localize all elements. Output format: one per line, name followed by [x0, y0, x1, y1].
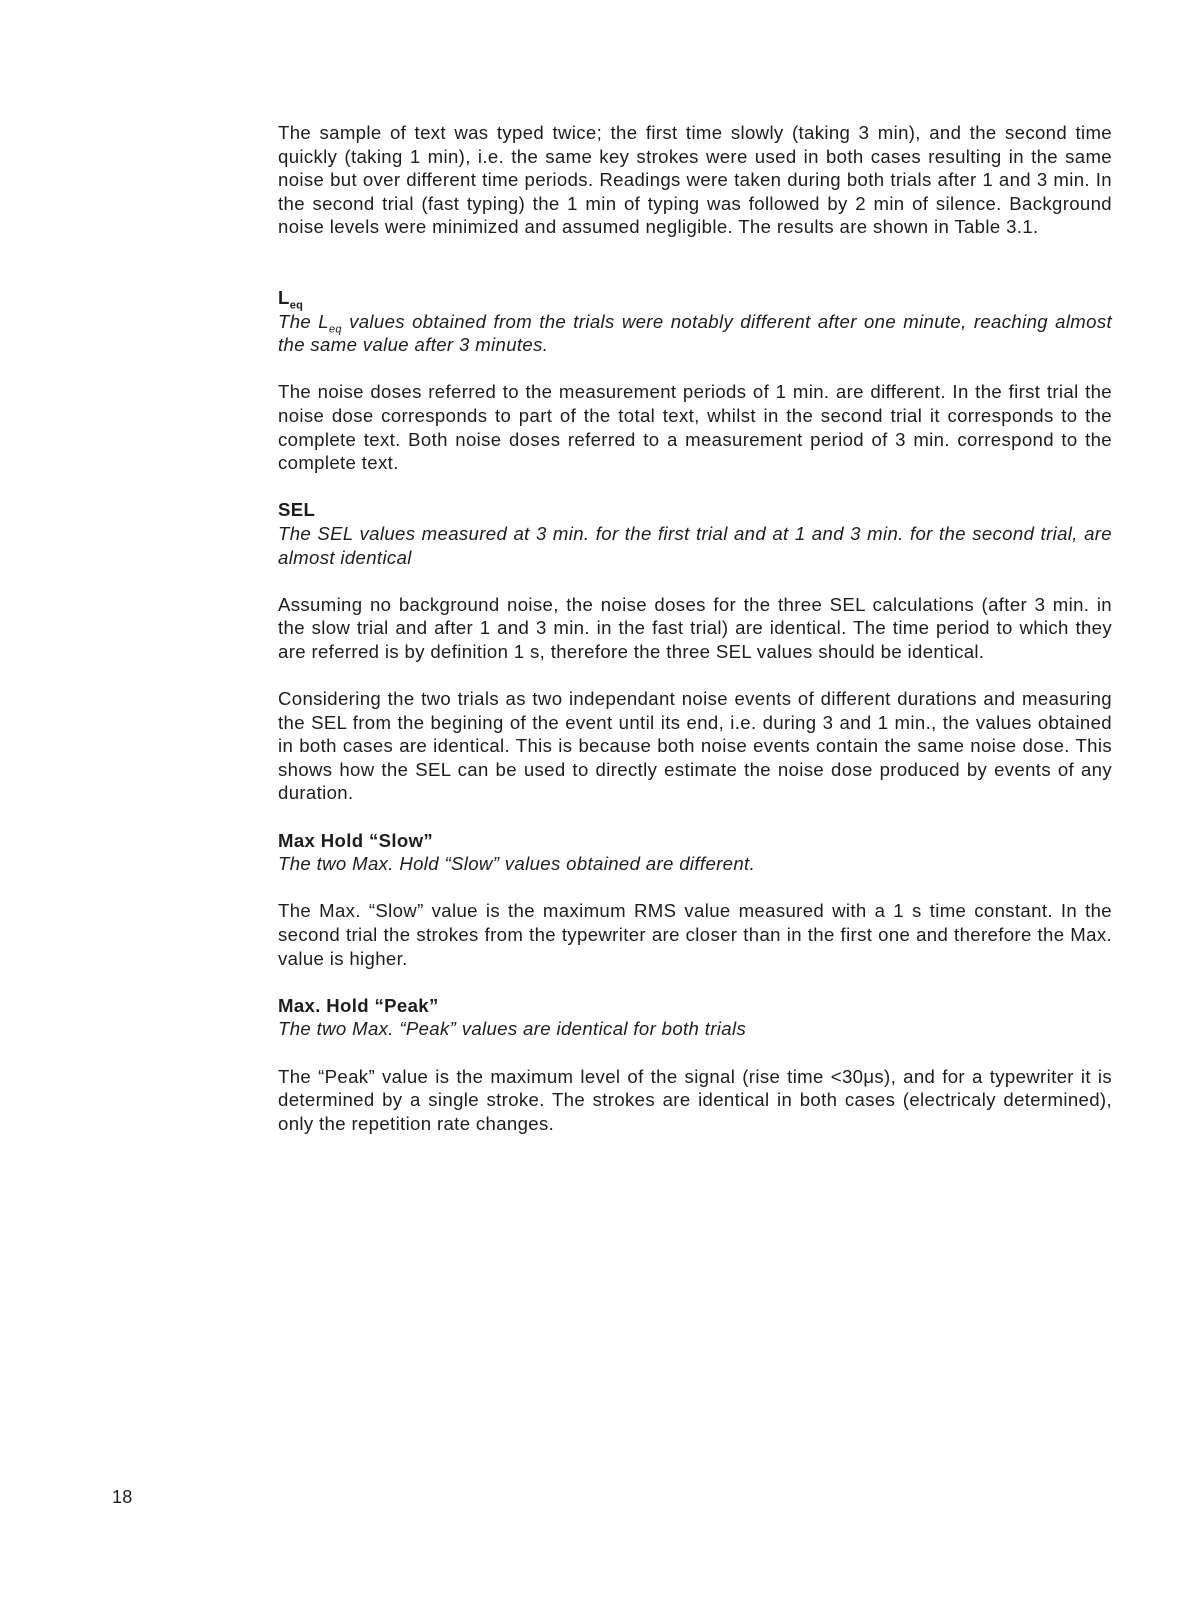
- sel-body-2: Considering the two trials as two independant noise events of different durations and measuring the SEL from the begining of the event until its end, i.e. during 3 and 1 min., the values obtained in both cases are identical. This is because both noise events contain the same noise dose. This shows how the SEL can be used to directly estimate the noise dose produced by events of any duration.: [278, 688, 1112, 804]
- leq-heading-main: L: [278, 286, 290, 308]
- leq-summary: [278, 310, 1112, 357]
- leq-section: [278, 286, 1112, 475]
- leq-summary-post: values obtained from the trials were notably different after one minute, reaching almost the same value after 3 minutes.: [278, 310, 1112, 356]
- leq-heading: [278, 286, 1112, 310]
- leq-heading-sub: eq: [289, 299, 304, 312]
- leq-summary-pre: The L: [278, 310, 329, 332]
- leq-summary-sub: eq: [328, 323, 342, 336]
- leq-body: The noise doses referred to the measurement periods of 1 min. are different. In the first trial the noise dose corresponds to part of the total text, whilst in the second trial it corresponds to the complete text. Both noise doses referred to a measurement period of 3 min. correspond to the complete text.: [278, 381, 1112, 474]
- max-peak-summary: The two Max. “Peak” values are identical for both trials: [278, 1018, 747, 1040]
- sel-section: [278, 498, 1112, 805]
- max-peak-section: [278, 994, 1112, 1136]
- max-slow-heading: Max Hold “Slow”: [278, 829, 434, 851]
- page-number: 18: [112, 1487, 133, 1507]
- page-content: [278, 121, 1112, 1159]
- max-slow-section: [278, 829, 1112, 971]
- sel-heading: SEL: [278, 499, 316, 521]
- sel-body-1: Assuming no background noise, the noise doses for the three SEL calculations (after 3 min. in the slow trial and after 1 and 3 min. in the fast trial) are identical. The time period to which they are referred is by definition 1 s, therefore the three SEL values should be identical.: [278, 593, 1112, 662]
- sel-summary: The SEL values measured at 3 min. for the first trial and at 1 and 3 min. for the second trial, are almost identical: [278, 522, 1112, 568]
- max-slow-body: The Max. “Slow” value is the maximum RMS value measured with a 1 s time constant. In the second trial the strokes from the typewriter are closer than in the first one and therefore the Max. value is higher.: [278, 900, 1112, 969]
- max-peak-heading: Max. Hold “Peak”: [278, 994, 439, 1016]
- max-slow-summary: The two Max. Hold “Slow” values obtained are different.: [278, 853, 756, 875]
- max-peak-body: The “Peak” value is the maximum level of the signal (rise time <30μs), and for a typewriter it is determined by a single stroke. The strokes are identical in both cases (electricaly determined), only the repetition rate changes.: [278, 1065, 1112, 1134]
- intro-paragraph: The sample of text was typed twice; the first time slowly (taking 3 min), and the second time quickly (taking 1 min), i.e. the same key strokes were used in both cases resulting in the same noise but over different time periods. Readings were taken during both trials after 1 and 3 min. In the second trial (fast typing) the 1 min of typing was followed by 2 min of silence. Background noise levels were minimized and assumed negligible. The results are shown in Table 3.1.: [278, 122, 1112, 238]
